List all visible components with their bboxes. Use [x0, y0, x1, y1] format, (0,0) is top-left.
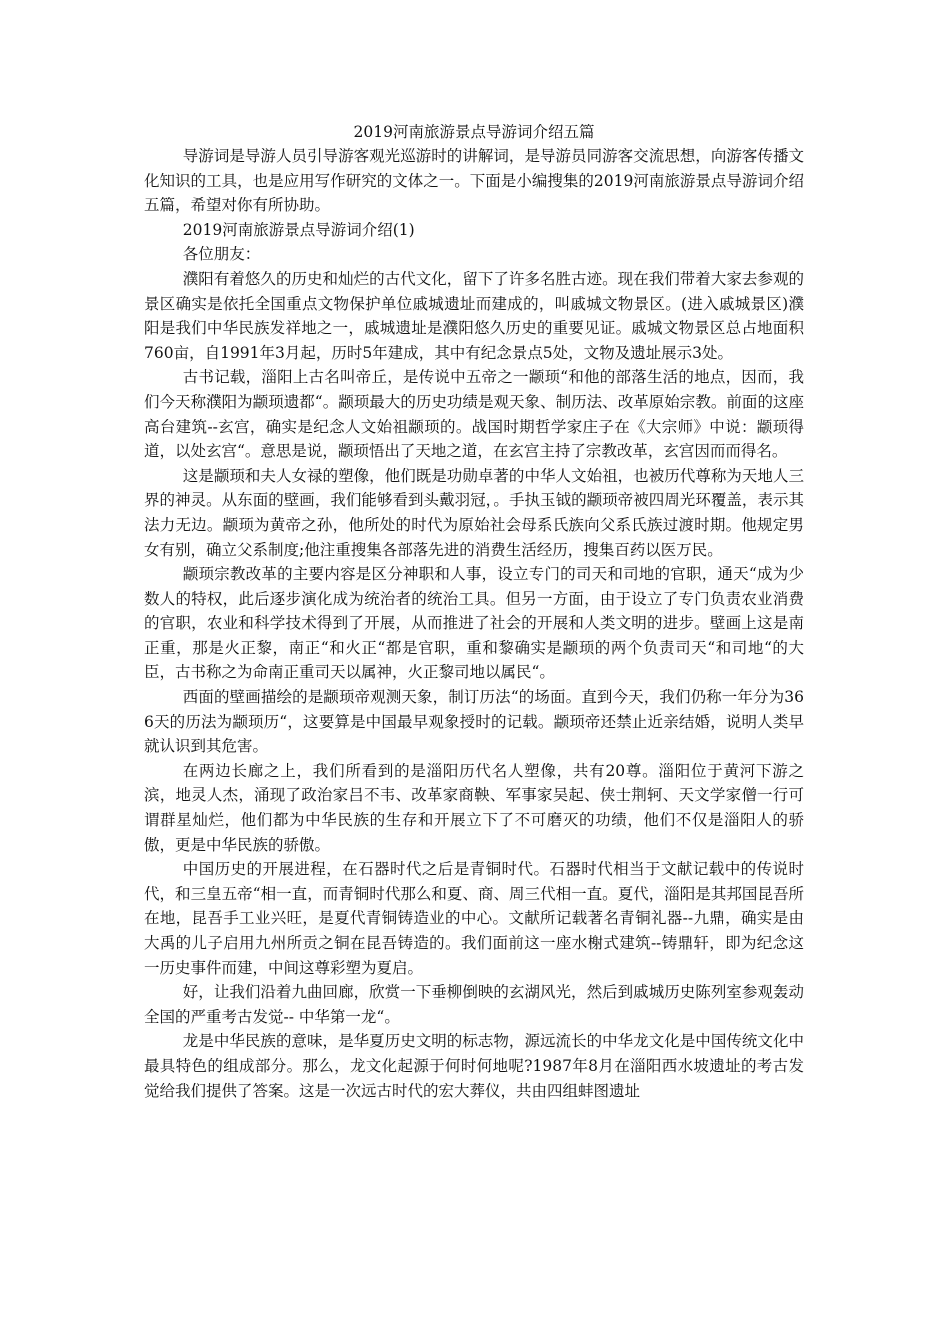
document-title: 2019河南旅游景点导游词介绍五篇 [353, 123, 595, 141]
body-paragraph: 好，让我们沿着九曲回廊，欣赏一下垂柳倒映的玄湖风光，然后到戚城历史陈列室参观轰动全国的严重考古发觉-- 中华第一龙“。 [144, 983, 804, 1026]
body-paragraph: 龙是中华民族的意味，是华夏历史文明的标志物，源远流长的中华龙文化是中国传统文化中最具特色的组成部分。那么，龙文化起源于何时何地呢?1987年8月在淄阳西水坡遗址的考古发觉给我们提供了答案。这是一次远古时代的宏大葬仪，共由四组蚌图遗址 [144, 1032, 804, 1100]
section-heading: 2019河南旅游景点导游词介绍(1) [182, 220, 415, 239]
body-paragraph: 中国历史的开展进程，在石器时代之后是青铜时代。石器时代相当于文献记载中的传说时代，和三皇五帝“相一直，而青铜时代那么和夏、商、周三代相一直。夏代，淄阳是其邦国昆吾所在地，昆吾手工业兴旺，是夏代青铜铸造业的中心。文献所记载著名青铜礼器--九鼎，确实是由大禹的儿子启用九州所贡之铜在昆吾铸造的。我们面前这一座水榭式建筑--铸鼎轩，即为纪念这一历史事件而建，中间这尊彩塑为夏启。 [144, 860, 804, 977]
body-paragraph: 颛顼宗教改革的主要内容是区分神职和人事，设立专门的司天和司地的官职，通天“成为少数人的特权，此后逐步演化成为统治者的统治工具。但另一方面，由于设立了专门负责农业消费的官职，农业和科学技术得到了开展，从而推进了社会的开展和人类文明的进步。壁画上这是南正重，那是火正黎，南正“和火正“都是官职，重和黎确实是颛顼的两个负责司天“和司地“的大臣，古书称之为命南正重司天以属神，火正黎司地以属民“。 [144, 565, 804, 682]
greeting: 各位朋友： [182, 245, 261, 264]
intro-paragraph: 导游词是导游人员引导游客观光巡游时的讲解词，是导游员同游客交流思想，向游客传播文化知识的工具，也是应用写作研究的文体之一。下面是小编搜集的2019河南旅游景点导游词介绍五篇，希望对你有所协助。 [144, 147, 804, 215]
body-paragraph: 这是颛顼和夫人女禄的塑像，他们既是功勋卓著的中华人文始祖，也被历代尊称为天地人三界的神灵。从东面的壁画，我们能够看到头戴羽冠，。手执玉钺的颛顼帝被四周光环覆盖，表示其法力无边。颛顼为黄帝之孙，他所处的时代为原始社会母系氏族向父系氏族过渡时期。他规定男女有别，确立父系制度;他注重搜集各部落先进的消费生活经历，搜集百药以医万民。 [144, 466, 804, 559]
body-paragraph: 濮阳有着悠久的历史和灿烂的古代文化，留下了许多名胜古迹。现在我们带着大家去参观的景区确实是依托全国重点文物保护单位戚城遗址而建成的，叫戚城文物景区。(进入戚城景区)濮阳是我们中华民族发祥地之一，戚城遗址是濮阳悠久历史的重要见证。戚城文物景区总占地面积760亩，自1991年3月起，历时5年建成，其中有纪念景点5处，文物及遗址展示3处。 [144, 269, 804, 362]
document-body [144, 120, 804, 1103]
body-paragraph: 古书记载，淄阳上古名叫帝丘，是传说中五帝之一颛顼“和他的部落生活的地点，因而，我们今天称濮阳为颛顼遗都“。颛顼最大的历史功绩是观天象、制历法、改革原始宗教。前面的这座高台建筑--玄宫，确实是纪念人文始祖颛顼的。战国时期哲学家庄子在《大宗师》中说：颛顼得道，以处玄宫“。意思是说，颛顼悟出了天地之道，在玄宫主持了宗教改革，玄宫因而而得名。 [144, 368, 804, 461]
body-paragraph: 在两边长廊之上，我们所看到的是淄阳历代名人塑像，共有20尊。淄阳位于黄河下游之滨，地灵人杰，涌现了政治家吕不韦、改革家商鞅、军事家吴起、侠士荆轲、天文学家僧一行可谓群星灿烂，他们都为中华民族的生存和开展立下了不可磨灭的功绩，他们不仅是淄阳人的骄傲，更是中华民族的骄傲。 [144, 761, 804, 854]
body-paragraph: 西面的壁画描绘的是颛顼帝观测天象，制订历法“的场面。直到今天，我们仍称一年分为366天的历法为颛顼历“，这要算是中国最早观象授时的记载。颛顼帝还禁止近亲结婚，说明人类早就认识到其危害。 [144, 688, 804, 756]
